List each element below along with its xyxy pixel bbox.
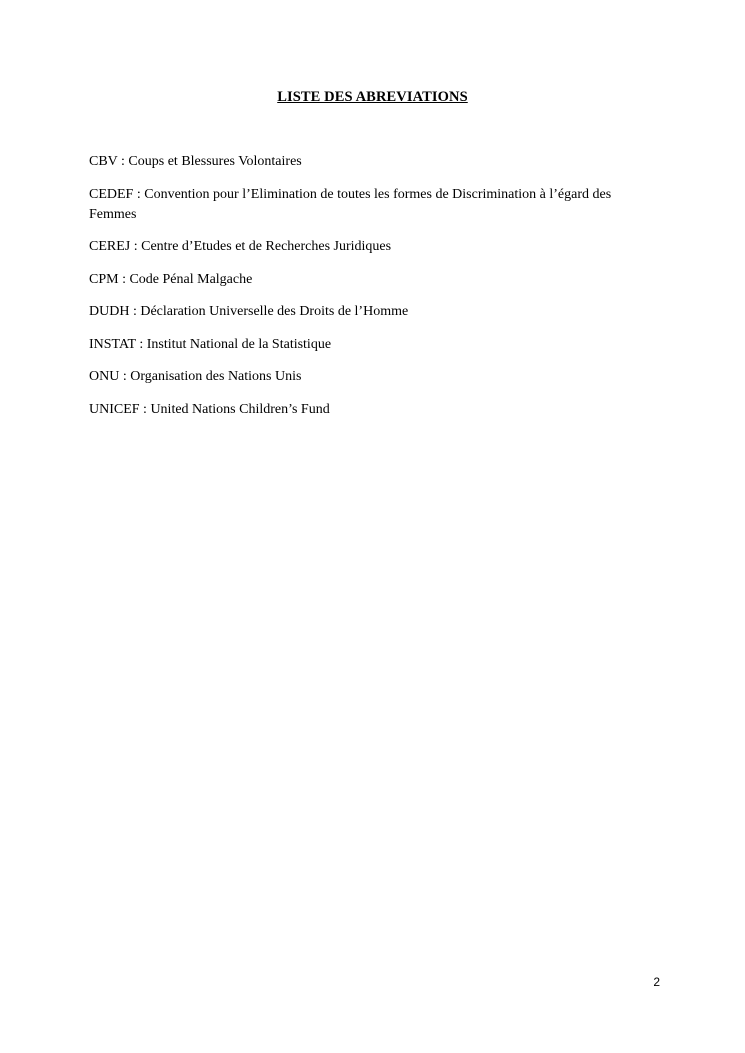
abbreviation-item-unicef: UNICEF : United Nations Children’s Fund: [89, 401, 330, 417]
page-number: 2: [653, 975, 660, 989]
abbreviation-item-cerej: CEREJ : Centre d’Etudes et de Recherches Juridiques: [89, 239, 392, 254]
abbreviation-item-cbv: CBV : Coups et Blessures Volontaires: [89, 154, 302, 169]
abbreviation-item-dudh: DUDH : Déclaration Universelle des Droits de l’Homme: [89, 304, 409, 319]
abbreviation-item-onu: ONU : Organisation des Nations Unis: [89, 369, 302, 384]
abbreviation-item-instat: INSTAT : Institut National de la Statistique: [89, 336, 332, 352]
abbreviation-item-cedef: CEDEF : Convention pour l’Elimination de toutes les formes de Discrimination à l’égard des Femmes: [89, 186, 612, 222]
abbreviation-list: [89, 152, 659, 432]
abbreviation-item-cpm: CPM : Code Pénal Malgache: [89, 271, 253, 287]
page-title: LISTE DES ABREVIATIONS: [277, 89, 468, 105]
